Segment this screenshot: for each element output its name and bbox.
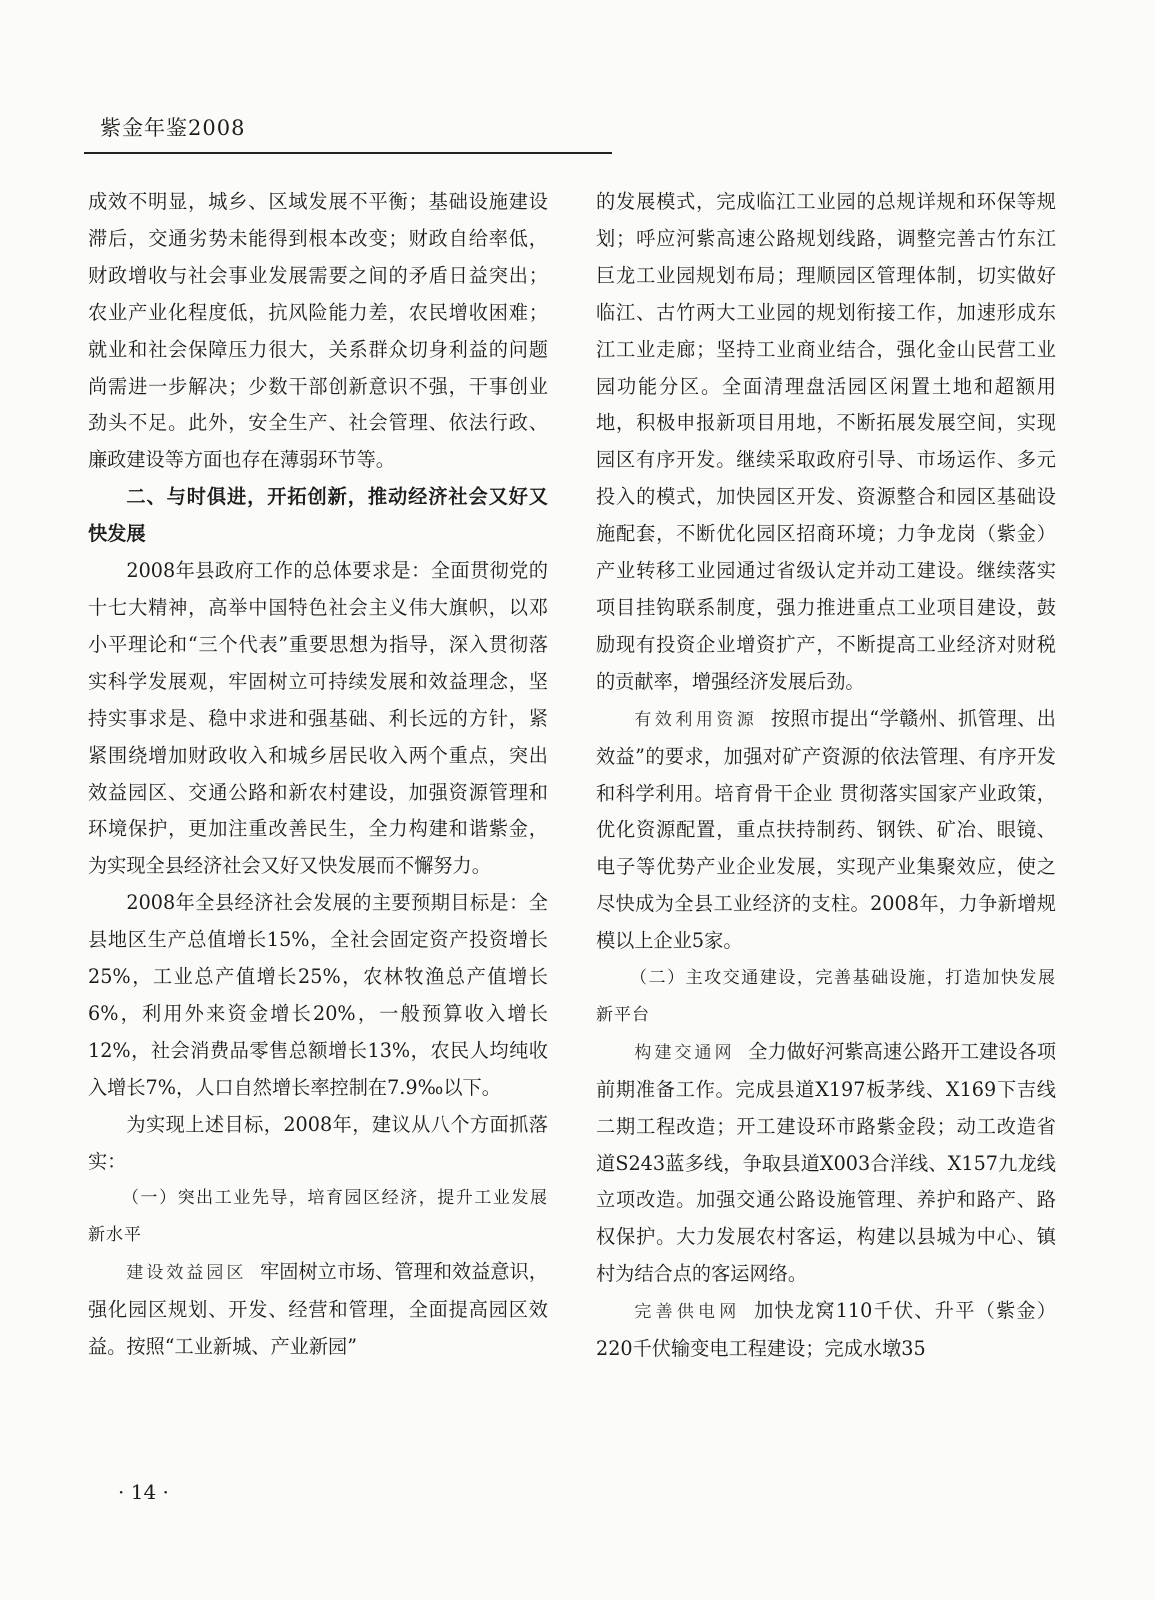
paragraph-text: 按照市提出“学赣州、抓管理、出效益”的要求，加强对矿产资源的依法管理、有序开发和科学利用。培育骨干企业 贯彻落实国家产业政策，优化资源配置，重点扶持制药、钢铁、矿冶、眼镜、电子等优势产业企业发展，实现产业集聚效应，使之尽快成为全县工业经济的支柱。2008年，力争新增规模以上企业5家。 [596, 706, 1056, 953]
paragraph: 成效不明显，城乡、区域发展不平衡；基础设施建设滞后，交通劣势未能得到根本改变；财政自给率低，财政增收与社会事业发展需要之间的矛盾日益突出；农业产业化程度低，抗风险能力差，农民增收困难；就业和社会保障压力很大，关系群众切身利益的问题尚需进一步解决；少数干部创新意识不强，干事创业劲头不足。此外，安全生产、社会管理、依法行政、廉政建设等方面也存在薄弱环节等。 [88, 190, 548, 472]
paragraph-text: 全力做好河紫高速公路开工建设各项前期准备工作。完成县道X197板茅线、X169下吉线二期工程改造；开工建设环市路紫金段；动工改造省道S243蓝多线，争取县道X003合洋线、X157九龙线立项改造。加强交通公路设施管理、养护和路产、路权保护。大力发展农村客运，构建以县城为中心、镇村为结合点的客运网络。 [596, 1039, 1057, 1286]
paragraph: 为实现上述目标，2008年，建议从八个方面抓落实： [88, 1112, 548, 1173]
subsection-heading: （二）主攻交通建设，完善基础设施，打造加快发展新平台 [596, 968, 1056, 1025]
subsection-heading: （一）突出工业先导，培育园区经济，提升工业发展新水平 [88, 1188, 548, 1246]
section-heading: 二、与时俱进，开拓创新，推动经济社会又好又快发展 [88, 485, 548, 546]
paragraph [596, 1034, 1056, 1293]
paragraph-text: 加快龙窝110千伏、升平（紫金）220千伏输变电工程建设；完成水墩35 [596, 1299, 1057, 1361]
paragraph-text: 牢固树立市场、管理和效益意识，强化园区规划、开发、经营和管理，全面提高园区效益。按照“工业新城、产业新园” [88, 1260, 549, 1359]
paragraph [88, 1254, 548, 1366]
paragraph [596, 701, 1056, 960]
paragraph-keyword: 有效利用资源 [634, 709, 758, 730]
paragraph: 的发展模式，完成临江工业园的总规详规和环保等规划；呼应河紫高速公路规划线路，调整完善古竹东江巨龙工业园规划布局；理顺园区管理体制，切实做好临江、古竹两大工业园的规划衔接工作，加速形成东江工业走廊；坚持工业商业结合，强化金山民营工业园功能分区。全面清理盘活园区闲置土地和超额用地，积极申报新项目用地，不断拓展发展空间，实现园区有序开发。继续采取政府引导、市场运作、多元投入的模式，加快园区开发、资源整合和园区基础设施配套，不断优化园区招商环境；力争龙岗（紫金）产业转移工业园通过省级认定并动工建设。继续落实项目挂钩联系制度，强力推进重点工业项目建设，鼓励现有投资企业增资扩产，不断提高工业经济对财税的贡献率，增强经济发展后劲。 [596, 190, 1056, 693]
page-number: · 14 · [118, 1480, 169, 1504]
running-header: 紫金年鉴2008 [100, 116, 246, 140]
paragraph-keyword: 构建交通网 [634, 1042, 735, 1063]
right-column [596, 184, 1056, 1368]
paragraph: 2008年全县经济社会发展的主要预期目标是：全县地区生产总值增长15%，全社会固定资产投资增长25%，工业总产值增长25%，农林牧渔总产值增长6%，利用外来资金增长20%，一般预算收入增长12%，社会消费品零售总额增长13%，农民人均纯收入增长7%，人口自然增长率控制在7.9‰以下。 [88, 891, 548, 1099]
paragraph [596, 1293, 1056, 1368]
paragraph-keyword: 完善供电网 [634, 1302, 741, 1323]
left-column [88, 184, 548, 1366]
header-rule [84, 152, 612, 154]
paragraph: 2008年县政府工作的总体要求是：全面贯彻党的十七大精神，高举中国特色社会主义伟大旗帜，以邓小平理论和“三个代表”重要思想为指导，深入贯彻落实科学发展观，牢固树立可持续发展和效益理念，坚持实事求是、稳中求进和强基础、利长远的方针，紧紧围绕增加财政收入和城乡居民收入两个重点，突出效益园区、交通公路和新农村建设，加强资源管理和环境保护，更加注重改善民生，全力构建和谐紫金，为实现全县经济社会又好又快发展而不懈努力。 [88, 559, 548, 878]
paragraph-keyword: 建设效益园区 [126, 1263, 247, 1284]
